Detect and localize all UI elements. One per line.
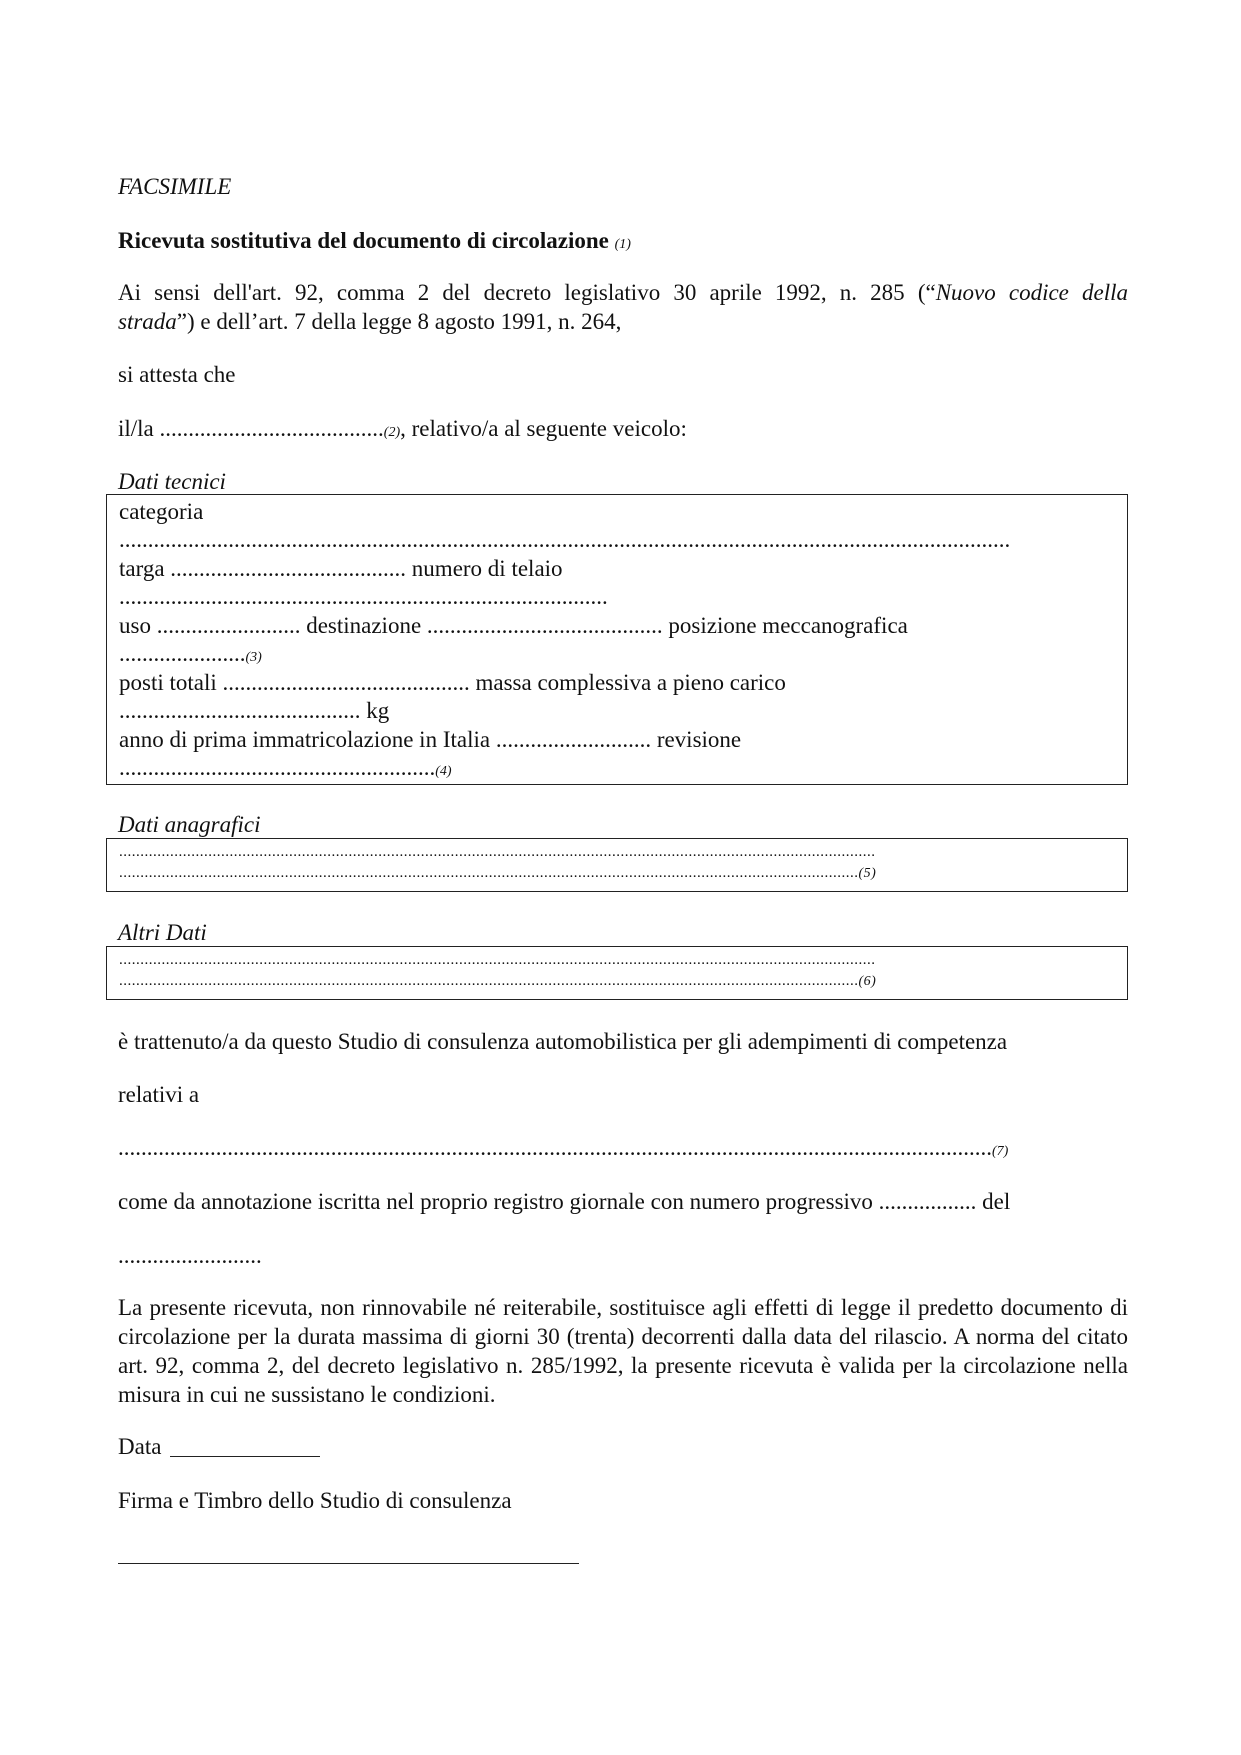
dati-tecnici-footnote-4: (4) (435, 764, 452, 779)
intro-text-b: ”) e dell’art. 7 della legge 8 agosto 1991, n. 264, (176, 309, 622, 334)
dati-anagrafici-footnote-5: (5) (858, 866, 877, 881)
intro-italic-a: Nuovo codice della (935, 280, 1128, 305)
data-label: Data (118, 1434, 162, 1459)
dati-tecnici-line-1: categoria (119, 499, 204, 524)
closing-paragraph: La presente ricevuta, non rinnovabile né reiterabile, sostituisce agli effetti di legge il predetto documento di circolazione per la durata massima di giorni 30 (trenta) decorrenti dalla data del rilascio. A norma del citato art. 92, comma 2, del decreto legislativo n. 285/1992, la presente ricevuta è valida per la circolazione nella misura in cui ne sussistano le condizioni. (118, 1295, 1128, 1407)
title-text: Ricevuta sostitutiva del documento di circolazione (118, 228, 609, 253)
dati-tecnici-line-3: targa ......................................... numero di telaio (119, 556, 563, 581)
firma-signature-line (118, 1563, 579, 1564)
firma-label: Firma e Timbro dello Studio di consulenza (118, 1488, 512, 1513)
annotazione-dots: ......................... (118, 1243, 262, 1268)
il-la-prefix: il/la (118, 416, 160, 441)
intro-line-2 (118, 307, 621, 336)
dati-tecnici-box (106, 494, 1128, 785)
data-signature-line (170, 1456, 320, 1457)
altri-dati-line-2-dots: .............................................................................................................................................................................. (119, 973, 859, 989)
intro-italic-b: strada (118, 309, 177, 334)
altri-dati-footnote-6: (6) (858, 974, 877, 989)
dati-anagrafici-box (106, 838, 1128, 892)
relativi-dots: ........................................................................................................................................................ (118, 1135, 992, 1160)
facsimile-label: FACSIMILE (118, 174, 232, 199)
altri-dati-line-2 (119, 969, 876, 994)
dati-tecnici-line-5: uso ......................... destinazione ......................................... posizione meccanografica (119, 613, 908, 638)
dati-tecnici-line-7: posti totali ........................................... massa complessiva a pieno carico (119, 670, 786, 695)
document-title (118, 226, 631, 259)
il-la-suffix: , relativo/a al seguente veicolo: (400, 416, 687, 441)
altri-dati-label: Altri Dati (118, 920, 207, 945)
dati-anagrafici-line-2-dots: .............................................................................................................................................................................. (119, 865, 859, 881)
dati-tecnici-line-4: ..................................................................................... (119, 584, 608, 609)
il-la-dots: ....................................... (159, 416, 384, 441)
il-la-line (118, 414, 687, 447)
intro-text-a: Ai sensi dell'art. 92, comma 2 del decreto legislativo 30 aprile 1992, n. 285 (“ (118, 280, 936, 305)
dati-anagrafici-line-1: .................................................................................................................................................................................. (119, 844, 876, 860)
title-footnote: (1) (614, 237, 631, 252)
dati-tecnici-line-8: .......................................... kg (119, 698, 390, 723)
relativi-footnote-7: (7) (992, 1144, 1009, 1159)
altri-dati-box (106, 946, 1128, 1000)
dati-tecnici-line-2: ........................................................................................................................................................... (119, 527, 1011, 552)
relativi-dots-line (118, 1133, 1008, 1166)
dati-tecnici-line-6-dots: ...................... (119, 641, 246, 666)
dati-tecnici-footnote-3: (3) (245, 650, 262, 665)
trattenuto-text: è trattenuto/a da questo Studio di consulenza automobilistica per gli adempimenti di competenza (118, 1029, 1008, 1054)
dati-tecnici-line-9: anno di prima immatricolazione in Italia ........................... revisione (119, 727, 742, 752)
dati-tecnici-line-10-dots: ....................................................... (119, 755, 436, 780)
relativi-text: relativi a (118, 1082, 200, 1107)
annotazione-text: come da annotazione iscritta nel proprio registro giornale con numero progressivo ................. del (118, 1189, 1011, 1214)
il-la-footnote: (2) (383, 425, 401, 440)
dati-anagrafici-line-2 (119, 861, 876, 886)
dati-tecnici-line-10 (119, 753, 452, 786)
dati-anagrafici-label: Dati anagrafici (118, 812, 261, 837)
intro-line-1 (118, 278, 1128, 307)
altri-dati-line-1: .................................................................................................................................................................................. (119, 952, 876, 968)
attesta-text: si attesta che (118, 362, 236, 387)
dati-tecnici-label: Dati tecnici (118, 469, 226, 494)
